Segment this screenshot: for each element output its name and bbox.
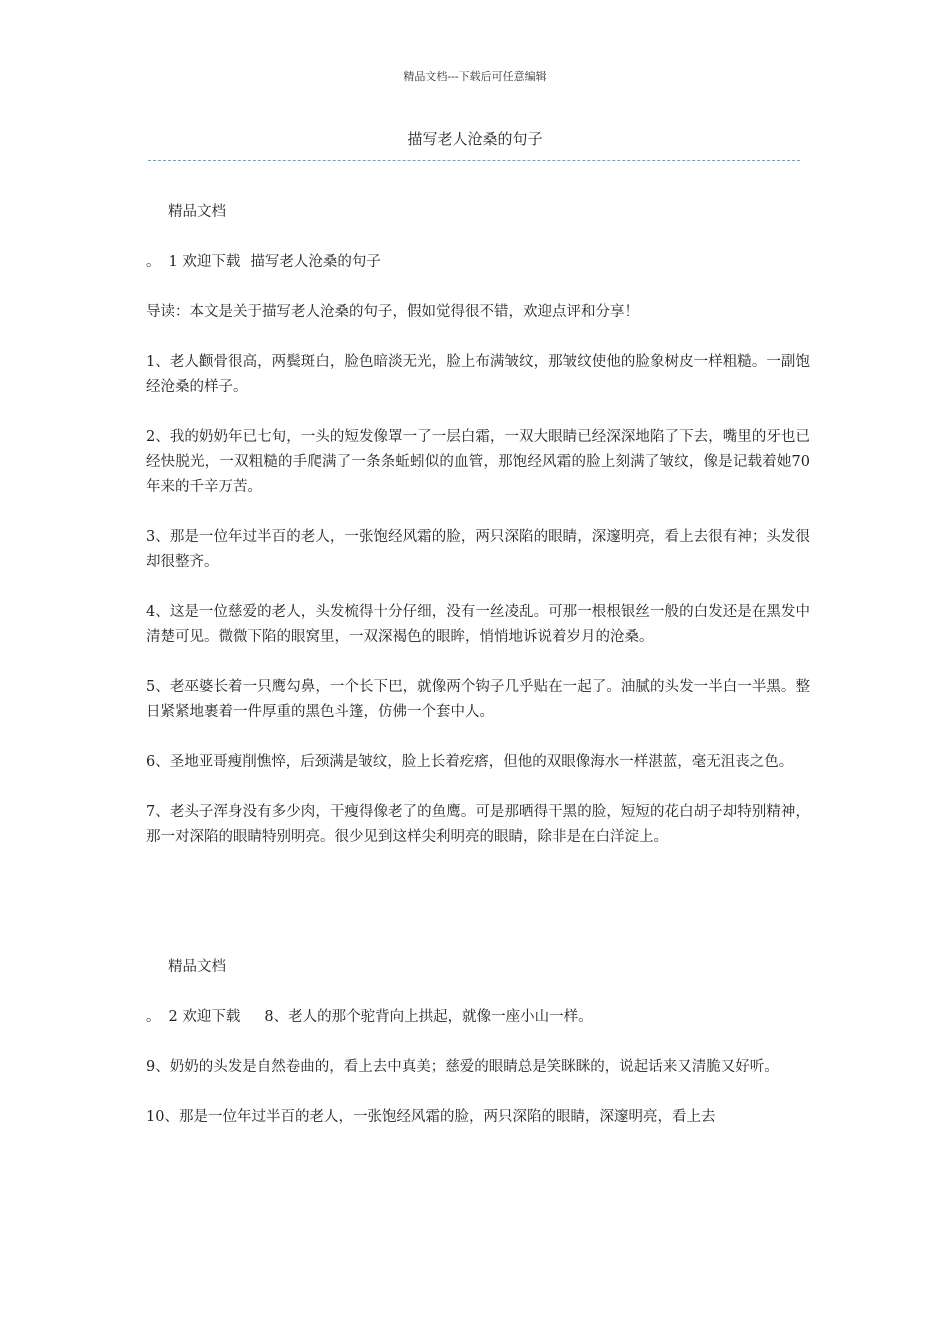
download-prefix: 。 — [146, 1009, 161, 1025]
download-title: 描写老人沧桑的句子 — [250, 254, 381, 270]
intro-paragraph: 导读：本文是关于描写老人沧桑的句子，假如觉得很不错，欢迎点评和分享！ — [146, 304, 639, 320]
download-text: 1 欢迎下载 — [168, 254, 241, 270]
paragraph-item-5: 5、老巫婆长着一只鹰勾鼻，一个长下巴，就像两个钩子几乎贴在一起了。油腻的头发一半白一半黑。整日紧紧地裹着一件厚重的黑色斗篷，仿佛一个套中人。 — [146, 679, 810, 720]
section-label-2: 精品文档 — [168, 959, 226, 975]
document-title: 描写老人沧桑的句子 — [407, 130, 543, 148]
paragraph-item-2: 2、我的奶奶年已七旬，一头的短发像罩一了一层白霜，一双大眼睛已经深深地陷了下去，嘴里的牙也已经快脱光，一双粗糙的手爬满了一条条蚯蚓似的血管，那饱经风霜的脸上刻满了皱纹，像是记载着她70年来的千辛万苦。 — [146, 429, 810, 495]
section-label-1: 精品文档 — [168, 204, 226, 220]
paragraph-item-3: 3、那是一位年过半百的老人，一张饱经风霜的脸，两只深陷的眼睛，深邃明亮，看上去很有神；头发很却很整齐。 — [146, 529, 810, 570]
paragraph-item-8: 8、老人的那个驼背向上拱起，就像一座小山一样。 — [264, 1009, 593, 1025]
paragraph-item-10: 10、那是一位年过半百的老人，一张饱经风霜的脸，两只深陷的眼睛，深邃明亮，看上去 — [146, 1109, 716, 1125]
paragraph-item-6: 6、圣地亚哥瘦削憔悴，后颈满是皱纹，脸上长着疙瘩，但他的双眼像海水一样湛蓝，毫无沮丧之色。 — [146, 754, 794, 770]
paragraph-item-9: 9、奶奶的头发是自然卷曲的，看上去中真美；慈爱的眼睛总是笑眯眯的，说起话来又清脆又好听。 — [146, 1059, 779, 1075]
header-note: 精品文档---下载后可任意编辑 — [403, 70, 547, 83]
download-line-1 — [146, 250, 810, 275]
download-line-2 — [146, 1005, 810, 1030]
document-body — [146, 198, 810, 1155]
paragraph-item-4: 4、这是一位慈爱的老人，头发梳得十分仔细，没有一丝凌乱。可那一根根银丝一般的白发还是在黑发中清楚可见。微微下陷的眼窝里，一双深褐色的眼眸，悄悄地诉说着岁月的沧桑。 — [146, 604, 810, 645]
paragraph-item-7: 7、老头子浑身没有多少肉，干瘦得像老了的鱼鹰。可是那晒得干黑的脸，短短的花白胡子却特别精神，那一对深陷的眼睛特别明亮。很少见到这样尖利明亮的眼睛，除非是在白洋淀上。 — [146, 804, 810, 845]
download-text: 2 欢迎下载 — [168, 1009, 241, 1025]
paragraph-item-1: 1、老人颧骨很高，两鬓斑白，脸色暗淡无光，脸上布满皱纹，那皱纹使他的脸象树皮一样粗糙。一副饱经沧桑的样子。 — [146, 354, 810, 395]
title-divider — [148, 160, 800, 161]
download-prefix: 。 — [146, 254, 161, 270]
